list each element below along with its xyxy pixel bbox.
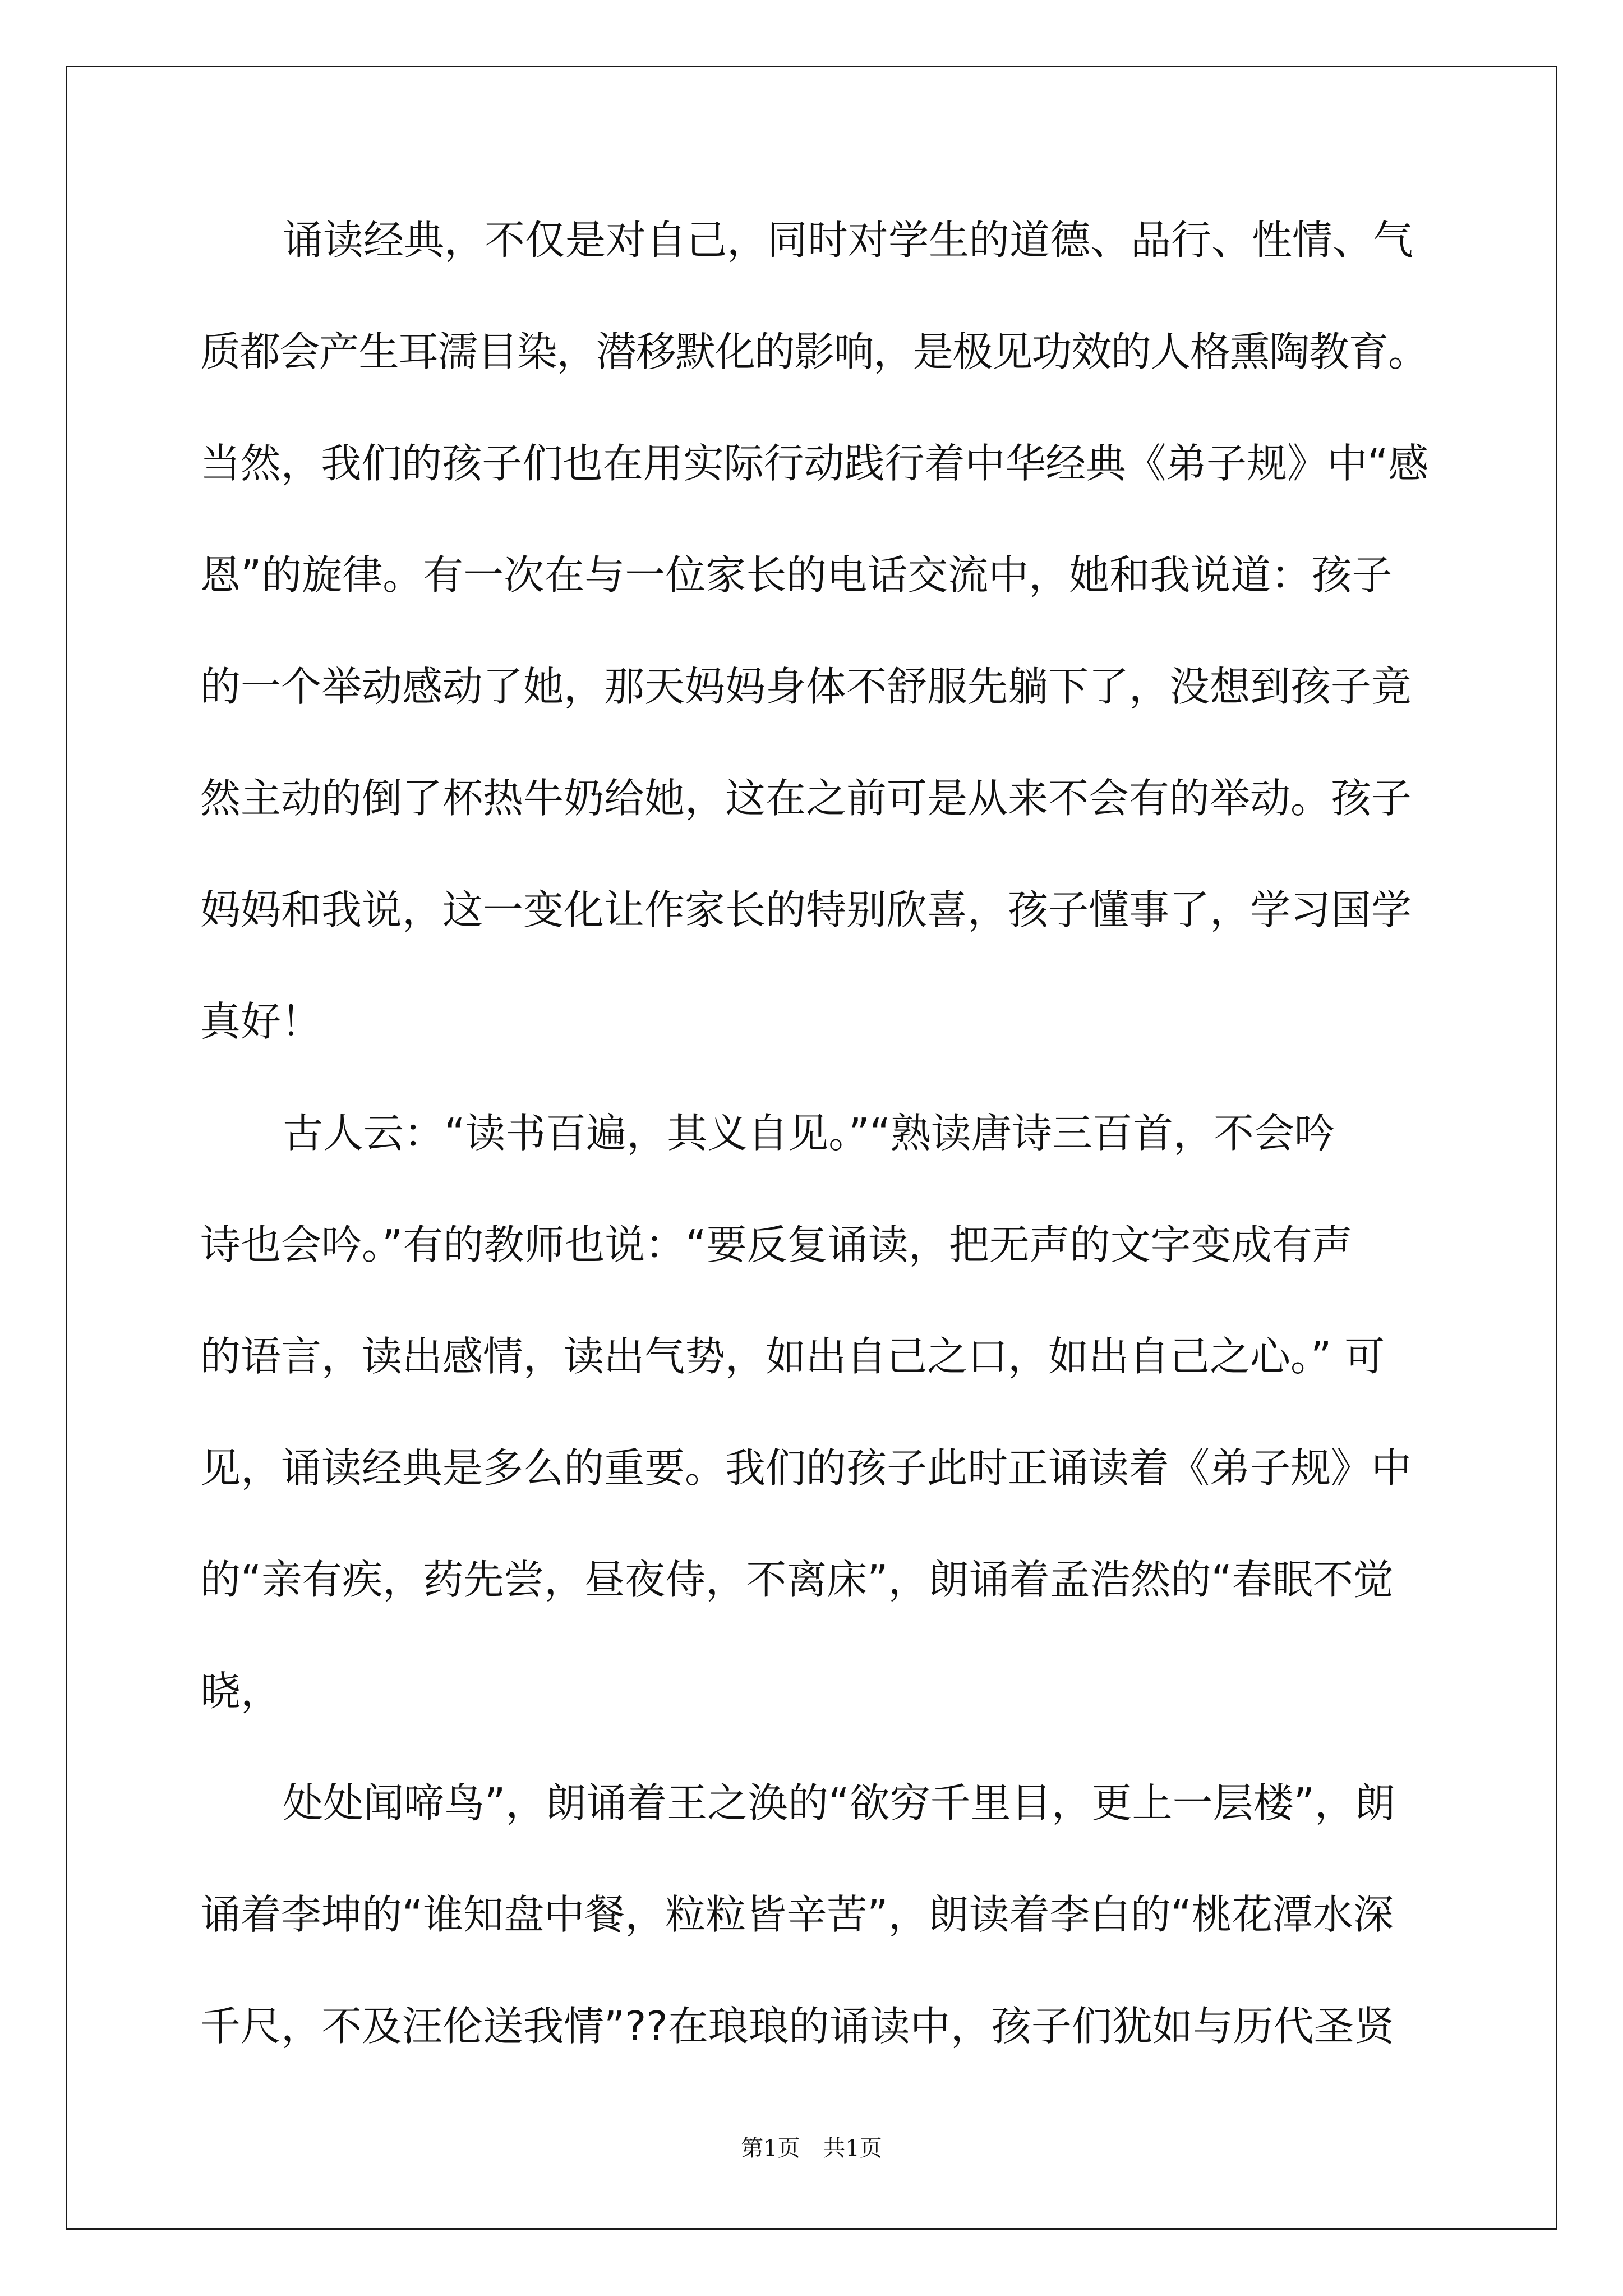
page-number: 第1页 xyxy=(741,2136,800,2161)
text-line: 晓， xyxy=(200,1668,282,1715)
page-total: 共1页 xyxy=(823,2136,882,2161)
text-line: 古人云：“读书百遍，其义自见。”“熟读唐诗三百首，不会吟 xyxy=(283,1110,1335,1157)
text-line: 妈妈和我说，这一变化让作家长的特别欣喜，孩子懂事了，学习国学 xyxy=(200,886,1412,933)
text-line: 千尺，不及汪伦送我情”??在琅琅的诵读中，孩子们犹如与历代圣贤 xyxy=(200,2003,1395,2050)
text-line: 诵着李坤的“谁知盘中餐，粒粒皆辛苦”，朗读着李白的“桃花潭水深 xyxy=(200,1891,1394,1938)
text-line: 处处闻啼鸟”，朗诵着王之涣的“欲穷千里目，更上一层楼”，朗 xyxy=(283,1779,1395,1826)
text-line: 诵读经典，不仅是对自己，同时对学生的道德、品行、性情、气 xyxy=(283,217,1414,264)
text-line: 恩”的旋律。有一次在与一位家长的电话交流中，她和我说道：孩子 xyxy=(200,551,1393,599)
text-line: 诗也会吟。”有的教师也说：“要反复诵读，把无声的文字变成有声 xyxy=(200,1221,1353,1268)
text-line: 真好！ xyxy=(200,998,322,1045)
text-line: 的一个举动感动了她，那天妈妈身体不舒服先躺下了，没想到孩子竟 xyxy=(200,663,1412,710)
page-footer xyxy=(0,2131,1623,2162)
text-line: 的语言，读出感情，读出气势，如出自己之口，如出自己之心。” 可 xyxy=(200,1333,1385,1380)
text-line: 见，诵读经典是多么的重要。我们的孩子此时正诵读着《弟子规》中 xyxy=(200,1444,1412,1492)
text-line: 当然，我们的孩子们也在用实际行动践行着中华经典《弟子规》中“感 xyxy=(200,440,1429,487)
text-line: 的“亲有疾，药先尝，昼夜侍，不离床”，朗诵着孟浩然的“春眠不觉 xyxy=(200,1556,1394,1603)
document-body xyxy=(200,217,1429,2118)
text-line: 然主动的倒了杯热牛奶给她，这在之前可是从来不会有的举动。孩子 xyxy=(200,775,1412,822)
text-line: 质都会产生耳濡目染，潜移默化的影响，是极见功效的人格熏陶教育。 xyxy=(200,328,1428,375)
